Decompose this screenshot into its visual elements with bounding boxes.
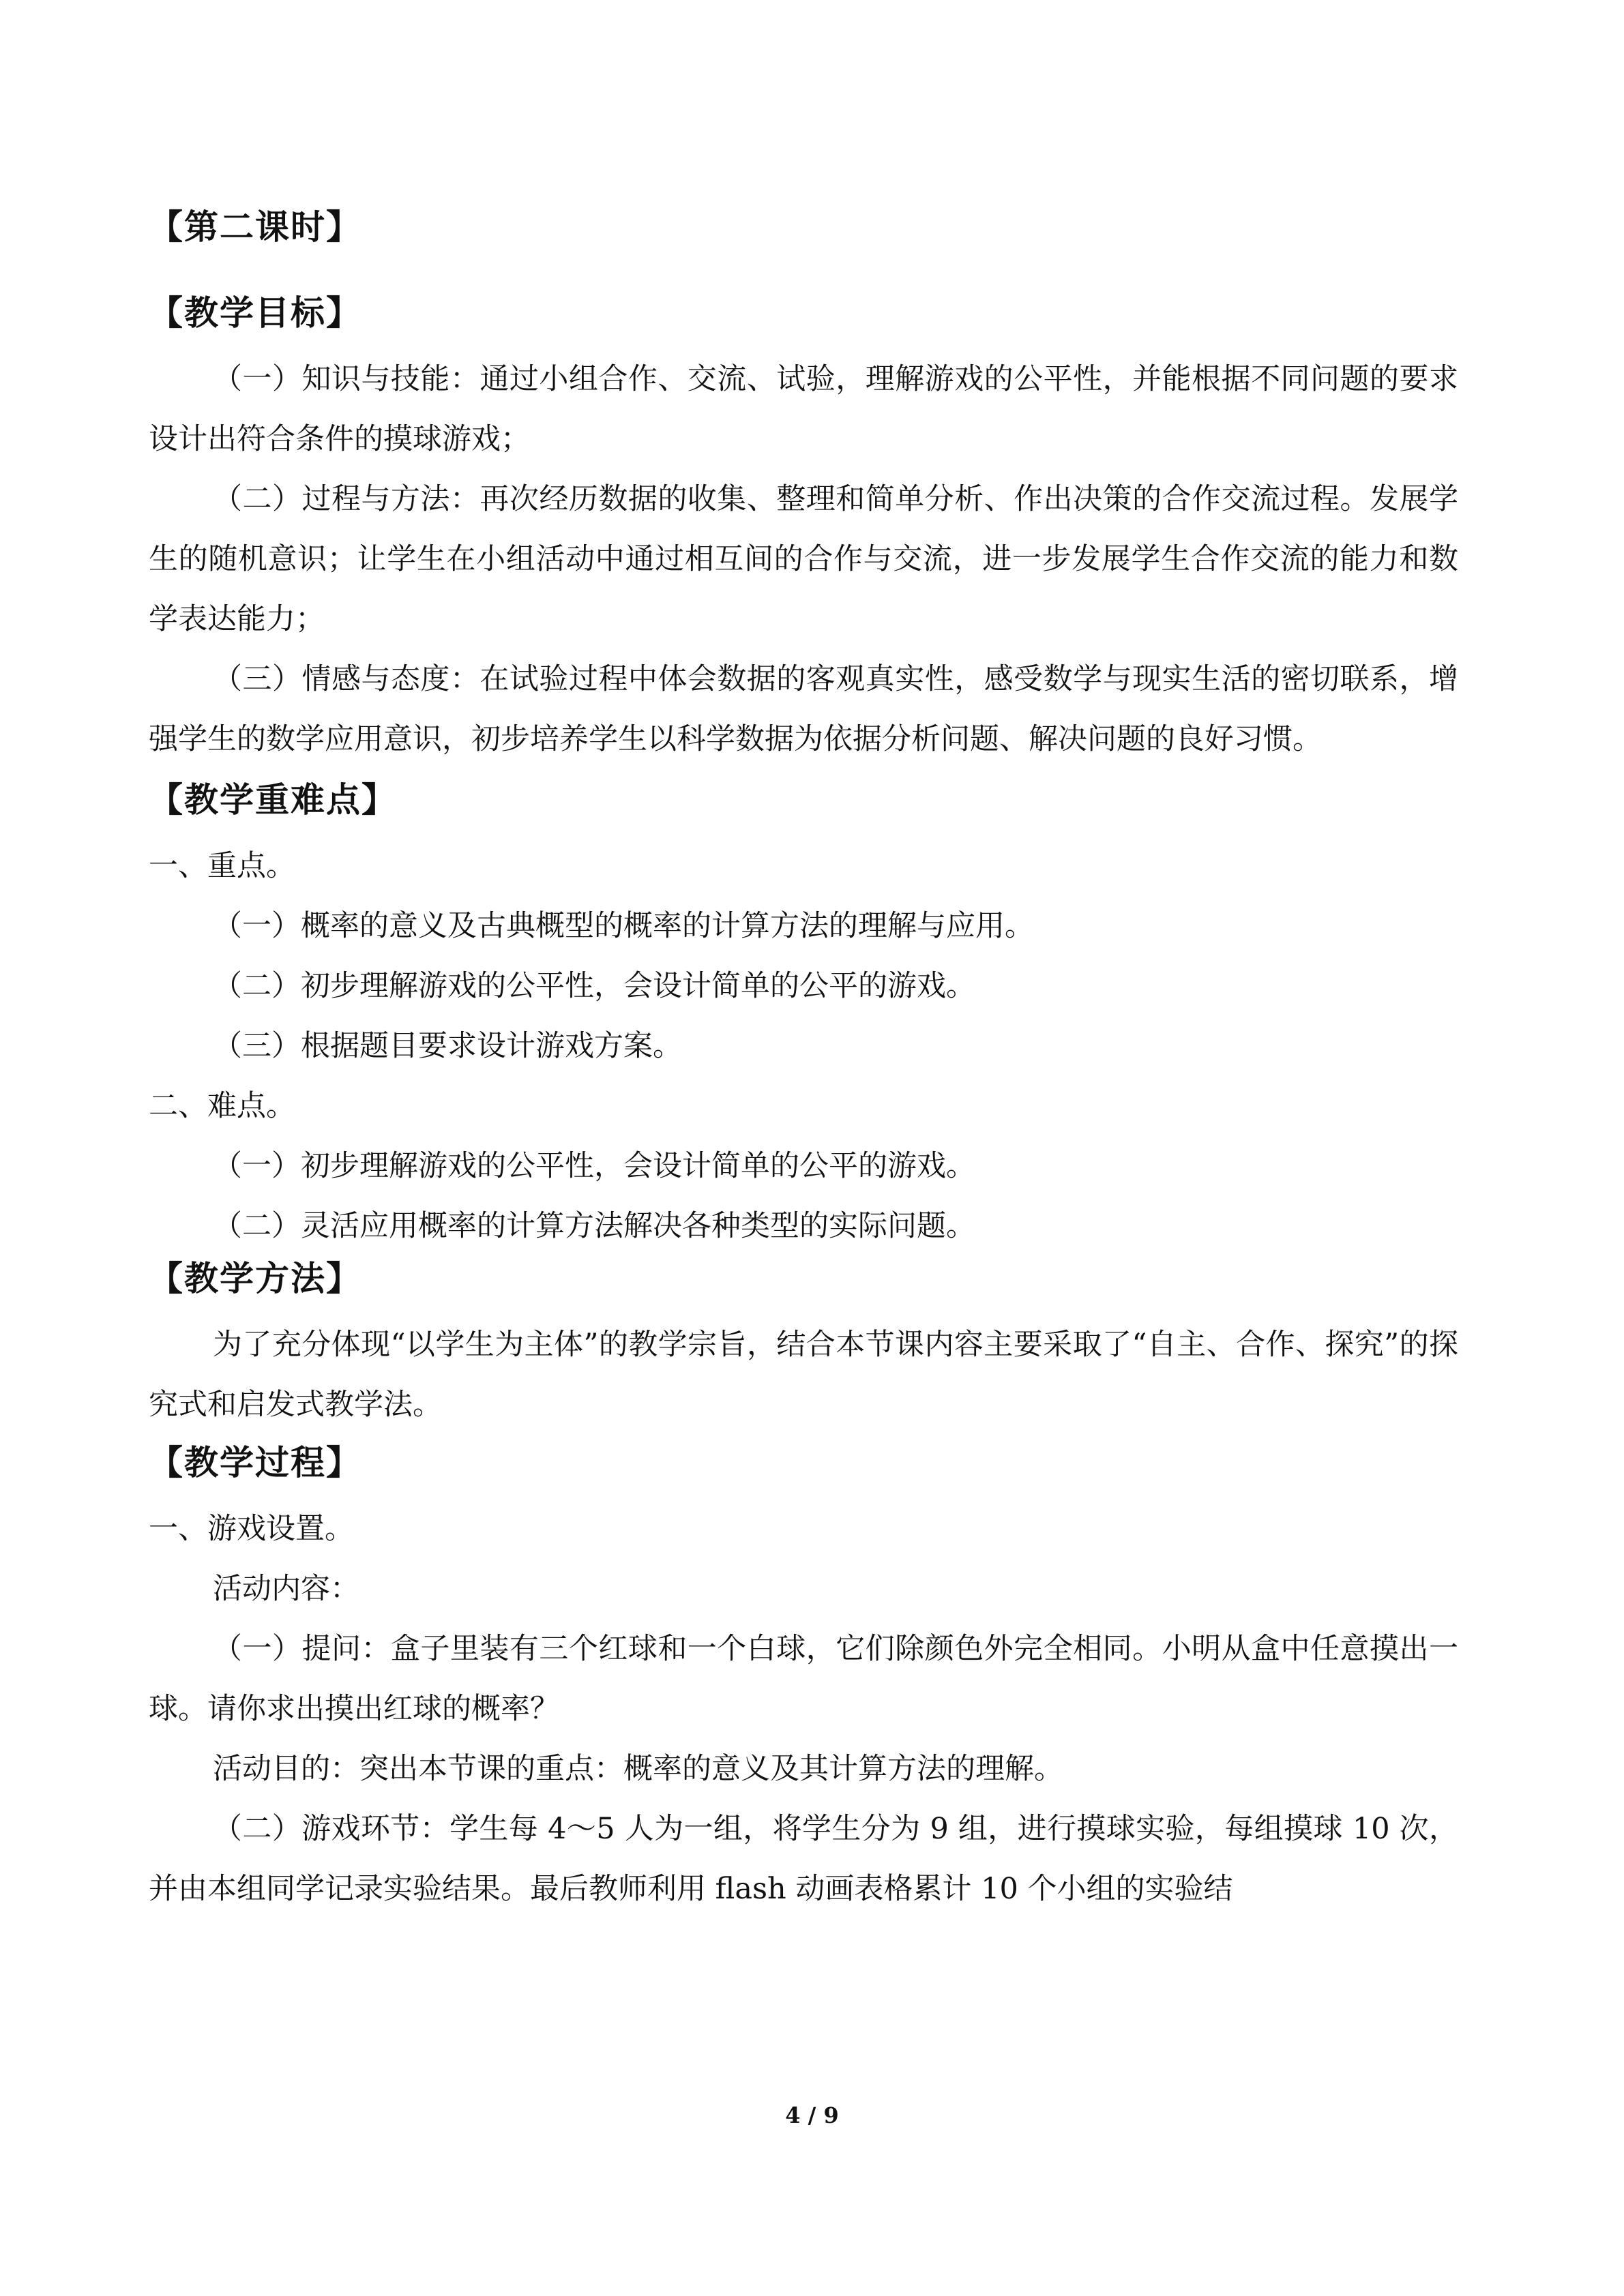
process-step-1: 一、游戏设置。 <box>149 1512 354 1546</box>
page-content <box>149 205 1458 1919</box>
methods-body <box>149 1315 1458 1435</box>
focus-item-2: （二）初步理解游戏的公平性，会设计简单的公平的游戏。 <box>213 969 975 1003</box>
activity-label: 活动内容： <box>213 1572 359 1606</box>
focus-label: 一、重点。 <box>149 849 295 883</box>
focus-item-3: （三）根据题目要求设计游戏方案。 <box>213 1029 682 1063</box>
methods-text: 为了充分体现“以学生为主体”的教学宗旨，结合本节课内容主要采取了“自主、合作、探究”的探究式和启发式教学法。 <box>149 1328 1458 1422</box>
difficulty-item-2: （二）灵活应用概率的计算方法解决各种类型的实际问题。 <box>213 1209 975 1243</box>
difficulty-item-1: （一）初步理解游戏的公平性，会设计简单的公平的游戏。 <box>213 1149 975 1183</box>
objective-knowledge: （一）知识与技能：通过小组合作、交流、试验，理解游戏的公平性，并能根据不同问题的要求设计出符合条件的摸球游戏； <box>149 362 1458 456</box>
process-item-2: （二）游戏环节：学生每 4～5 人为一组，将学生分为 9 组，进行摸球实验，每组摸球 10 次，并由本组同学记录实验结果。最后教师利用 flash 动画表格累计 10 个小组的实验结 <box>149 1812 1458 1906</box>
key-points-heading: 【教学重难点】 <box>149 780 397 820</box>
lesson-title: 【第二课时】 <box>149 207 361 247</box>
objective-process: （二）过程与方法：再次经历数据的收集、整理和简单分析、作出决策的合作交流过程。发展学生的随机意识；让学生在小组活动中通过相互间的合作与交流，进一步发展学生合作交流的能力和数学表达能力； <box>149 482 1458 636</box>
focus-item-1: （一）概率的意义及古典概型的概率的计算方法的理解与应用。 <box>213 909 1034 943</box>
objectives-body <box>149 349 1458 769</box>
process-body <box>149 1499 1458 1919</box>
process-item-1: （一）提问：盒子里装有三个红球和一个白球，它们除颜色外完全相同。小明从盒中任意摸出一球。请你求出摸出红球的概率？ <box>149 1632 1458 1726</box>
page-number: 4 / 9 <box>785 2102 839 2128</box>
objective-emotion: （三）情感与态度：在试验过程中体会数据的客观真实性，感受数学与现实生活的密切联系，增强学生的数学应用意识，初步培养学生以科学数据为依据分析问题、解决问题的良好习惯。 <box>149 662 1458 756</box>
activity-purpose: 活动目的：突出本节课的重点：概率的意义及其计算方法的理解。 <box>213 1752 1063 1786</box>
process-heading: 【教学过程】 <box>149 1443 361 1482</box>
key-points-body <box>149 836 1458 1256</box>
difficulty-label: 二、难点。 <box>149 1089 295 1123</box>
methods-heading: 【教学方法】 <box>149 1259 361 1298</box>
objectives-heading: 【教学目标】 <box>149 293 361 333</box>
